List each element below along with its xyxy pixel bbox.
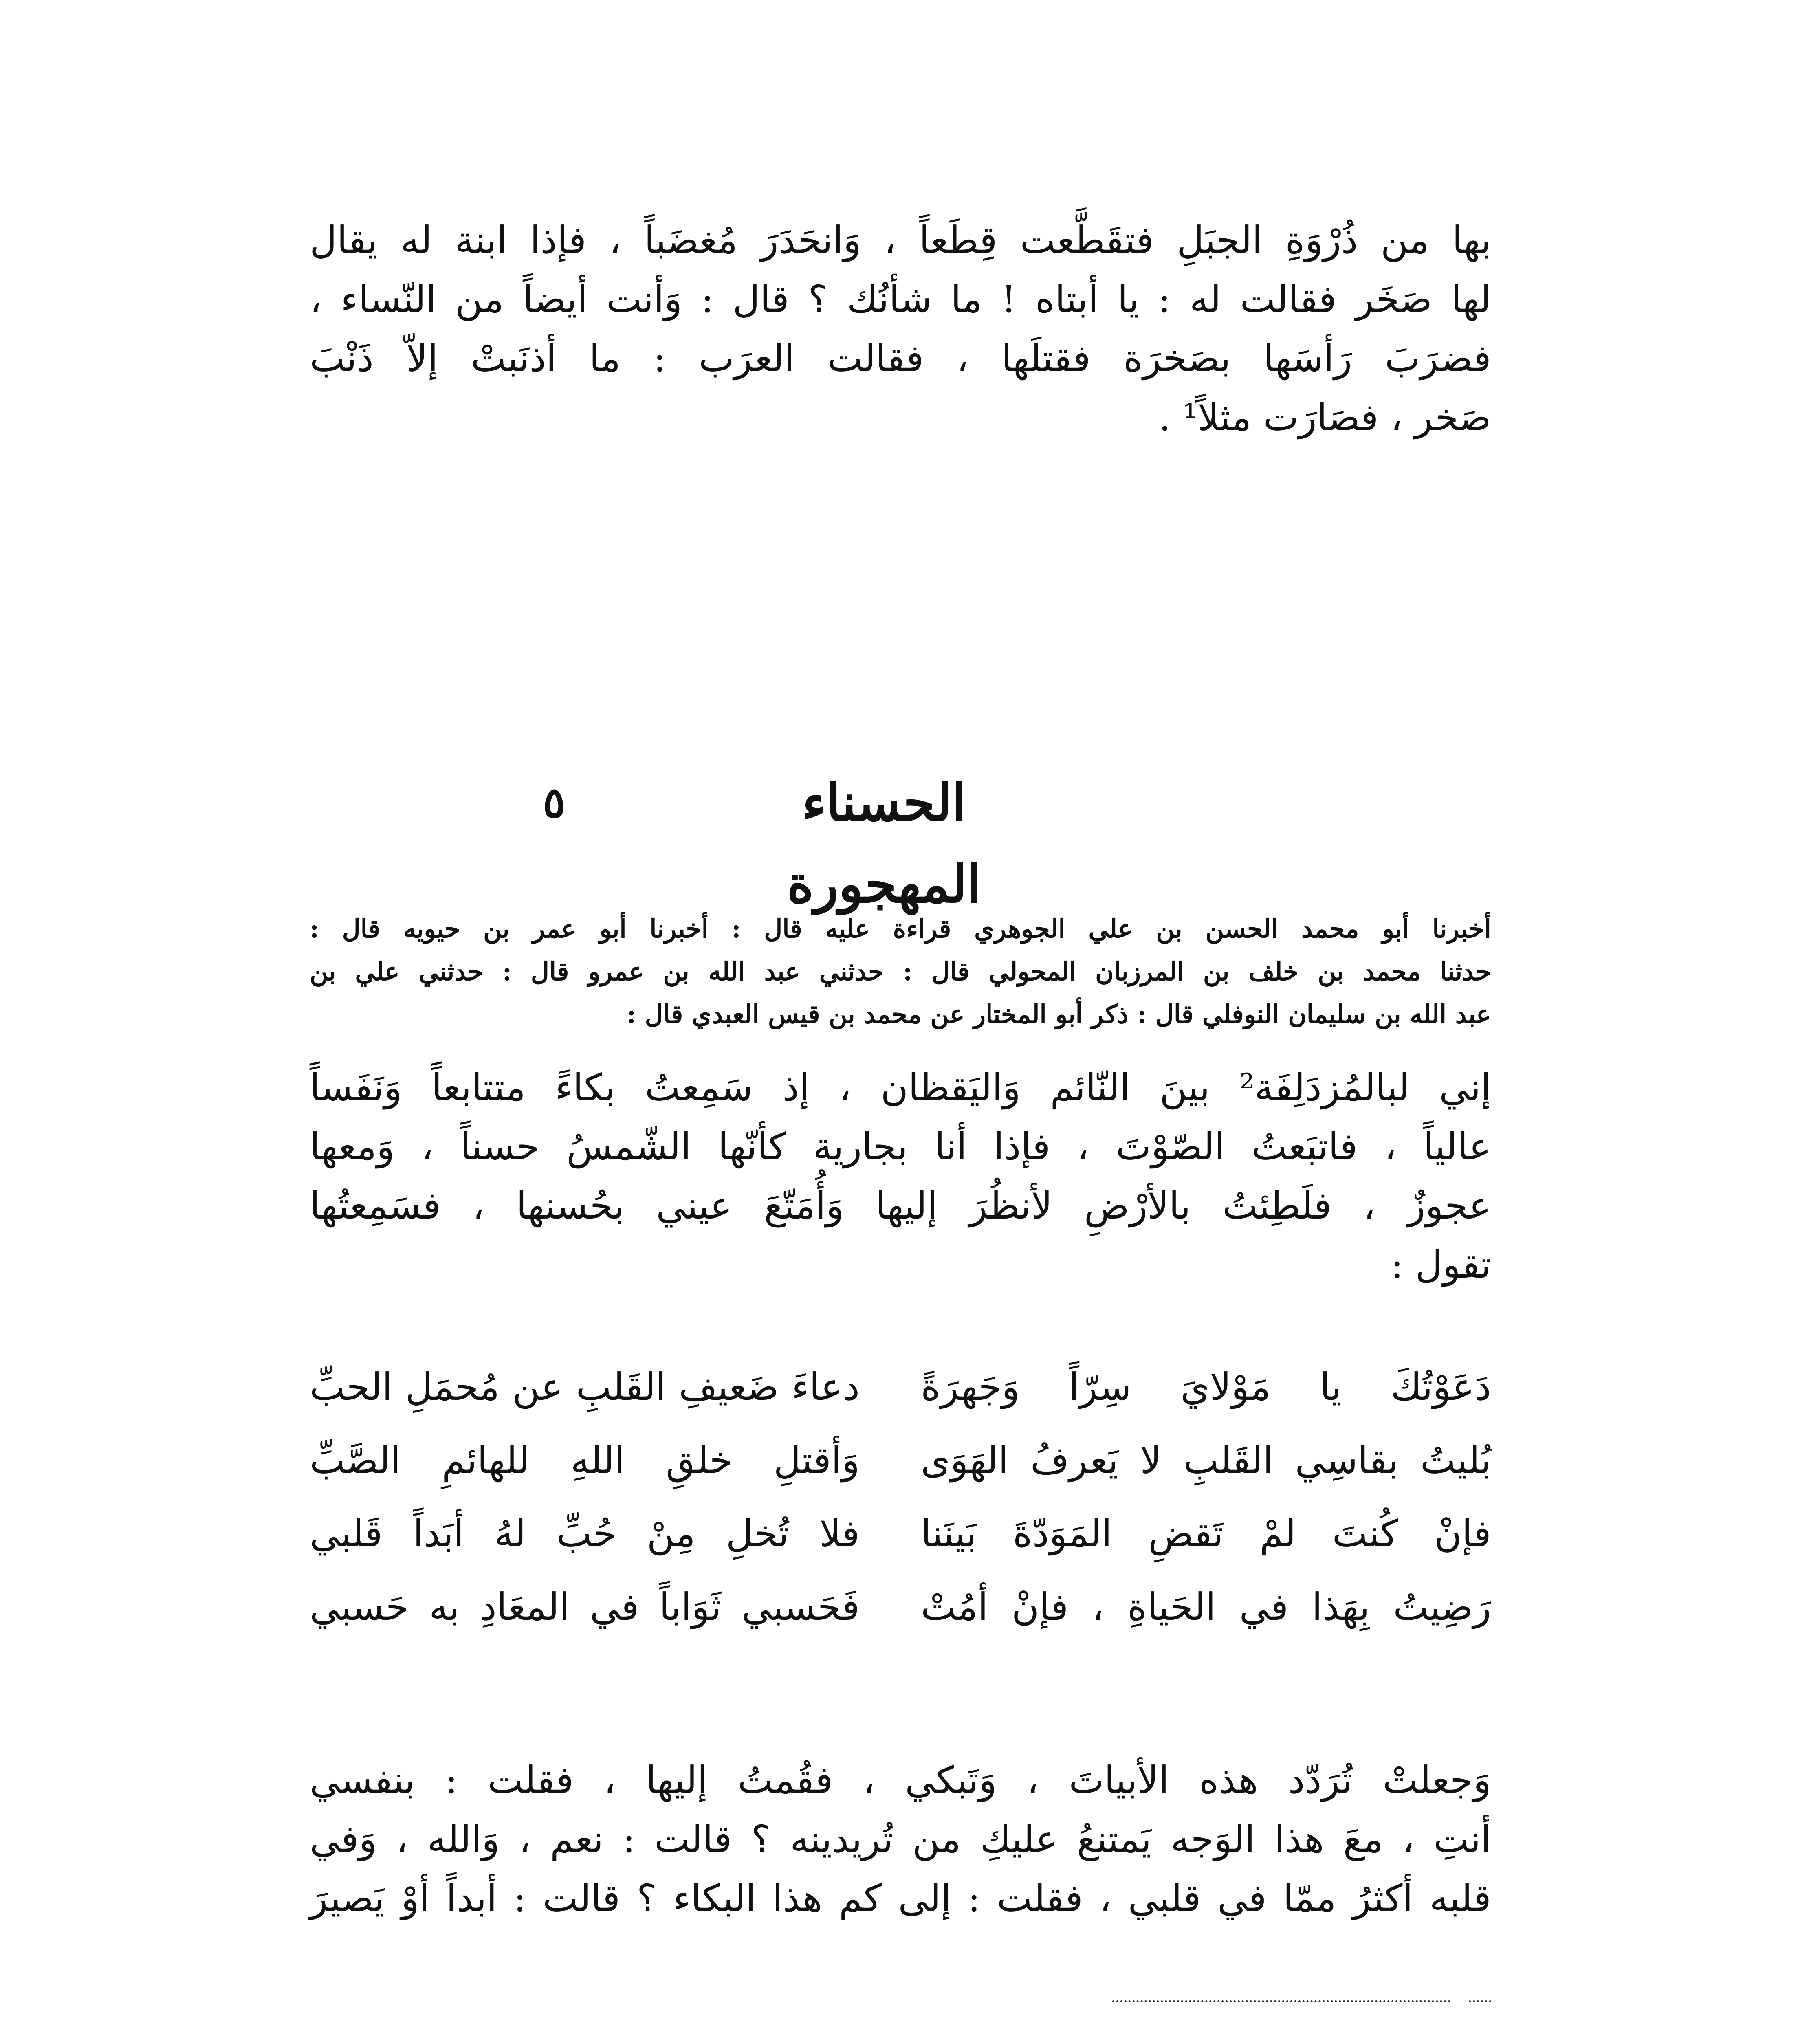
intro-line-1: بها من ذُرْوَةِ الجبَلِ فتقَطَّعت قِطَعاً ، وَانحَدَرَ مُغضَباً ، فإذا ابنة له يقال: [310, 218, 1491, 262]
verse-hemistich-first: دَعَوْتُكَ يا مَوْلايَ سِرّاً وَجَهرَةً: [921, 1365, 1491, 1409]
intro-line-2: لها صَخَر فقالت له : يا أبتاه ! ما شأنُك ؟ قال : وَأنت أيضاً من النّساء ،: [310, 277, 1491, 321]
poem-verse: [310, 1430, 1491, 1491]
verse-hemistich-second: فَحَسبي ثَوَاباً في المعَادِ به حَسبي: [310, 1585, 860, 1629]
continuation-line-2: أنتِ ، معَ هذا الوَجه يَمتنعُ عليكِ من تُريدينه ؟ قالت : نعم ، وَالله ، وَفي: [310, 1817, 1491, 1861]
verse-hemistich-first: فإنْ كُنتَ لمْ تَقضِ المَوَدّةَ بَينَنا: [921, 1512, 1491, 1555]
isnad-line-1: أخبرنا أبو محمد الحسن بن علي الجوهري قراءة عليه قال : أخبرنا أبو عمر بن حيويه قال :: [310, 914, 1491, 944]
verse-hemistich-second: وَأقتلِ خلقِ اللهِ للهائمِ الصَّبِّ: [310, 1439, 860, 1482]
isnad-line-2: حدثنا محمد بن خلف بن المرزبان المحولي قال : حدثني عبد الله بن عمرو قال : حدثني علي بن: [310, 957, 1491, 986]
continuation-line-3: قلبه أكثرُ ممّا في قلبي ، فقلت : إلى كم هذا البكاء ؟ قالت : أبداً أوْ يَصيرَ: [310, 1876, 1491, 1920]
poem: [310, 1357, 1491, 1666]
isnad-paragraph: [310, 909, 1491, 1039]
story-line-1: إني لبالمُزدَلِفَة² بينَ النّائم وَاليَقظان ، إذ سَمِعتُ بكاءً متتابعاً وَنَفَساً: [310, 1066, 1491, 1109]
verse-hemistich-second: دعاءَ ضَعيفِ القَلبِ عن مُحمَلِ الحبِّ: [310, 1365, 860, 1409]
section-heading: [0, 762, 1820, 914]
intro-line-3: فضرَبَ رَأسَها بصَخرَة فقتلَها ، فقالت العرَب : ما أذنَبتْ إلاّ ذَنْبَ: [310, 337, 1491, 380]
verse-hemistich-first: رَضِيتُ بِهَذا في الحَياةِ ، فإنْ أمُتْ: [921, 1585, 1491, 1629]
poem-verse: [310, 1577, 1491, 1638]
verse-hemistich-first: بُليتُ بقاسِي القَلبِ لا يَعرفُ الهَوَى: [921, 1439, 1491, 1482]
footnote-separator-short: [1469, 2000, 1491, 2002]
continuation-line-1: وَجعلتْ تُرَدّد هذه الأبياتَ ، وَتَبكي ، فقُمتُ إليها ، فقلت : بنفسي: [310, 1758, 1491, 1802]
verse-hemistich-second: فلا تُخلِ مِنْ حُبِّ لهُ أبَداً قَلبي: [310, 1512, 860, 1555]
isnad-line-3: عبد الله بن سليمان النوفلي قال : ذكر أبو المختار عن محمد بن قيس العبدي قال :: [627, 999, 1491, 1029]
story-line-4: تقول :: [1391, 1243, 1491, 1287]
section-number: ٥: [543, 777, 566, 827]
poem-verse: [310, 1503, 1491, 1564]
poem-verse: [310, 1357, 1491, 1418]
story-line-2: عالياً ، فاتبَعتُ الصّوْتَ ، فإذا أنا بجارية كأنّها الشّمسُ حسناً ، وَمعها: [310, 1125, 1491, 1168]
story-paragraph: [310, 1059, 1491, 1304]
story-line-3: عجوزٌ ، فلَطِئتُ بالأرْضِ لأنظُرَ إليها وَأُمَتّعَ عيني بحُسنها ، فسَمِعتُها: [310, 1184, 1491, 1227]
continuation-paragraph: [310, 1752, 1491, 1939]
intro-line-4: صَخر ، فصَارَت مثلاً¹ .: [1159, 396, 1491, 439]
section-title: الحسناء المهجورة: [787, 772, 982, 914]
footnote-separator: [1112, 2000, 1450, 2002]
intro-paragraph: [310, 212, 1491, 464]
